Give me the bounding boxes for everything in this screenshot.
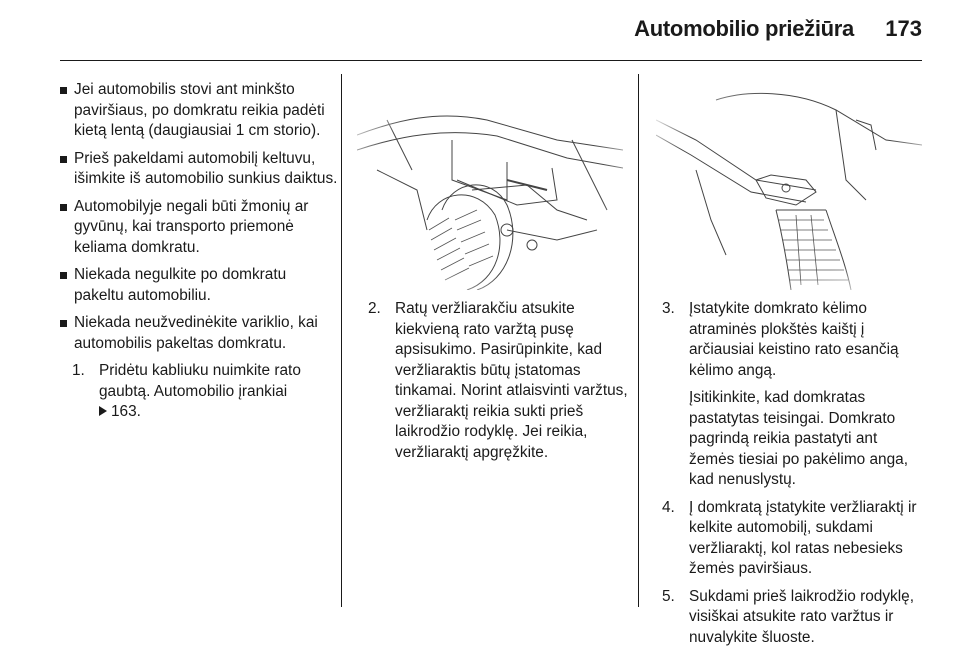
step-3: [662, 299, 924, 381]
step-number: 3.: [662, 300, 675, 317]
column-2: [368, 299, 630, 470]
bullet-item: Prieš pakeldami automobilį keltuvu, išimkite iš automobilio sunkius daiktus.: [60, 149, 340, 190]
page-number: 173: [885, 16, 922, 41]
step-5: [662, 587, 924, 649]
wheel-bolts-drawing: [357, 80, 623, 290]
column-3: [662, 299, 924, 655]
step-number: 4.: [662, 498, 675, 516]
step-number: 5.: [662, 587, 675, 605]
column-divider-1: [341, 74, 342, 607]
step-text: Ratų veržliarakčiu atsukite kiekvieną rato varžtą pusę apsisukimo. Pasirūpinkite, kad veržliaraktis būtų įstatomas tinkamai. Norint atlaisvinti varžtus, veržliaraktį reikia sukti prieš laikrodžio rodyklę. Jei reikia, veržliaraktį apgręžkite.: [395, 300, 628, 461]
step-number: 1.: [72, 362, 85, 379]
step-2: [368, 299, 630, 463]
column-divider-2: [638, 74, 639, 607]
step-number: 2.: [368, 300, 381, 317]
wheel-bolts-illustration: [357, 80, 623, 290]
bullet-item: Jei automobilis stovi ant minkšto paviršiaus, po domkratu reikia padėti kietą lentą (daugiausiai 1 cm storio).: [60, 80, 340, 142]
page-header: [0, 0, 960, 62]
step-1: [72, 361, 340, 423]
step-text: Sukdami prieš laikrodžio rodyklę, visiškai atsukite rato varžtus ir nuvalykite šluoste.: [689, 587, 914, 646]
step-3-note: Įsitikinkite, kad domkratas pastatytas teisingai. Domkrato pagrindą reikia pastatyti ant žemės tiesiai po pakėlimo anga, kad nenuslystų.: [689, 389, 909, 488]
column-1: [60, 80, 340, 430]
page-title: Automobilio priežiūra: [634, 16, 854, 41]
jack-position-drawing: [656, 80, 922, 290]
step-text: Pridėtu kabliuku nuimkite rato gaubtą. Automobilio įrankiai: [99, 362, 301, 400]
step-text: Įstatykite domkrato kėlimo atraminės plokštės kaištį į arčiausiai keistino rato esančią kėlimo angą.: [689, 300, 899, 379]
bullet-item: Automobilyje negali būti žmonių ar gyvūnų, kai transporto priemonė keliama domkratu.: [60, 197, 340, 259]
step-text: Į domkratą įstatykite veržliaraktį ir kelkite automobilį, sukdami veržliaraktį, kol ratas nebesieks žemės paviršiaus.: [689, 498, 917, 577]
bullet-item: Niekada neužvedinėkite variklio, kai automobilis pakeltas domkratu.: [60, 313, 340, 354]
arrow-reference-icon: [99, 406, 107, 416]
page-reference-link[interactable]: 163.: [111, 403, 141, 420]
jack-position-illustration: [656, 80, 922, 290]
step-4: [662, 498, 924, 580]
header-divider: [60, 60, 922, 61]
bullet-item: Niekada negulkite po domkratu pakeltu automobiliu.: [60, 265, 340, 306]
